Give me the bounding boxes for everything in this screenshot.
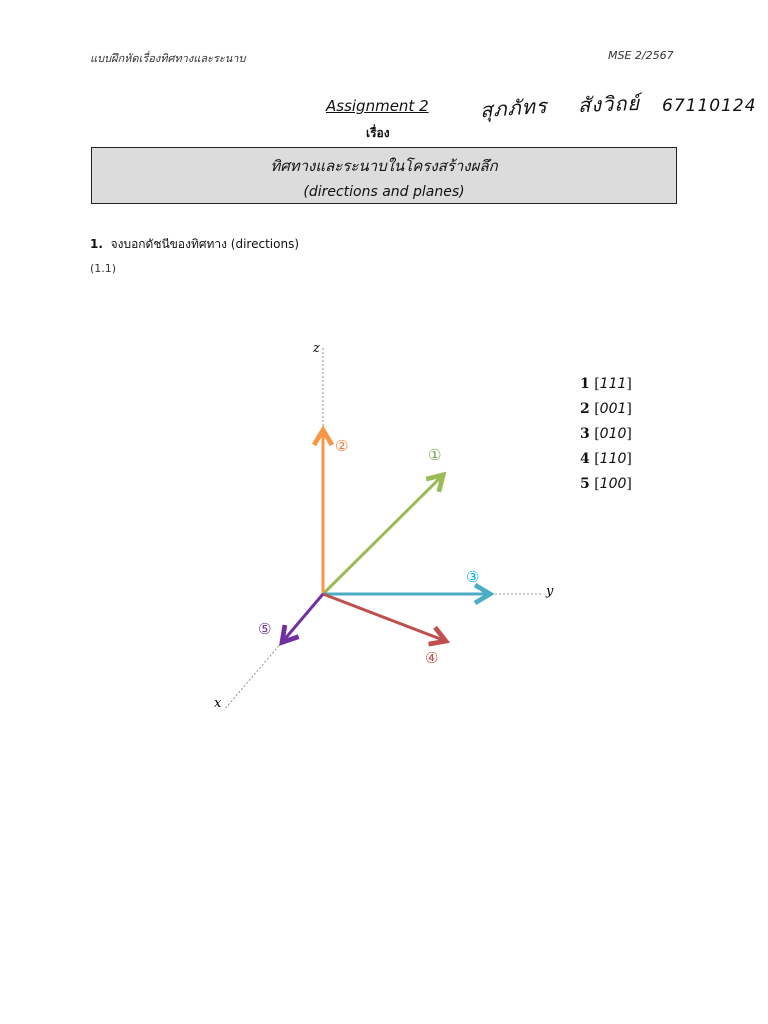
answer-row: 2 [001]	[580, 401, 632, 417]
topic-label: เรื่อง	[366, 126, 390, 140]
header-left: แบบฝึกหัดเรื่องทิศทางและระนาบ	[90, 52, 246, 65]
vector-1	[323, 477, 441, 594]
answer-row: 4 [110]	[580, 451, 632, 467]
answer-value: 010	[599, 426, 627, 442]
title-thai: ทิศทางและระนาบในโครงสร้างผลึก	[270, 157, 498, 175]
subquestion-label: (1.1)	[90, 262, 117, 275]
answer-list	[580, 372, 632, 497]
handwritten-last-name: สังวิถย์	[577, 90, 641, 118]
marker-4: ④	[425, 649, 439, 667]
y-axis-label: y	[546, 584, 554, 599]
question-text: จงบอกดัชนีของทิศทาง (directions)	[110, 237, 300, 251]
question-number: 1.	[90, 237, 103, 251]
answer-row: 5 [100]	[580, 476, 632, 492]
marker-2: ②	[335, 437, 349, 455]
vector-4	[323, 594, 443, 640]
marker-5: ⑤	[258, 620, 272, 638]
marker-1: ①	[428, 446, 442, 464]
z-axis-label: z	[313, 341, 320, 356]
marker-3: ③	[466, 568, 480, 586]
answer-value: 100	[599, 476, 627, 492]
answer-value: 110	[599, 451, 627, 467]
handwritten-student-id: 67110124	[662, 96, 757, 116]
title-english: (directions and planes)	[303, 184, 465, 200]
handwritten-first-name: สุภภัทร	[479, 93, 549, 123]
answer-row: 1 [111]	[580, 376, 632, 392]
answer-value: 001	[599, 401, 627, 417]
header-course-code: MSE 2/2567	[608, 49, 674, 62]
answer-value: 111	[599, 376, 627, 392]
assignment-title: Assignment 2	[326, 97, 429, 115]
answer-row: 3 [010]	[580, 426, 632, 442]
vector-5	[284, 594, 323, 640]
x-axis-label: x	[214, 696, 222, 711]
